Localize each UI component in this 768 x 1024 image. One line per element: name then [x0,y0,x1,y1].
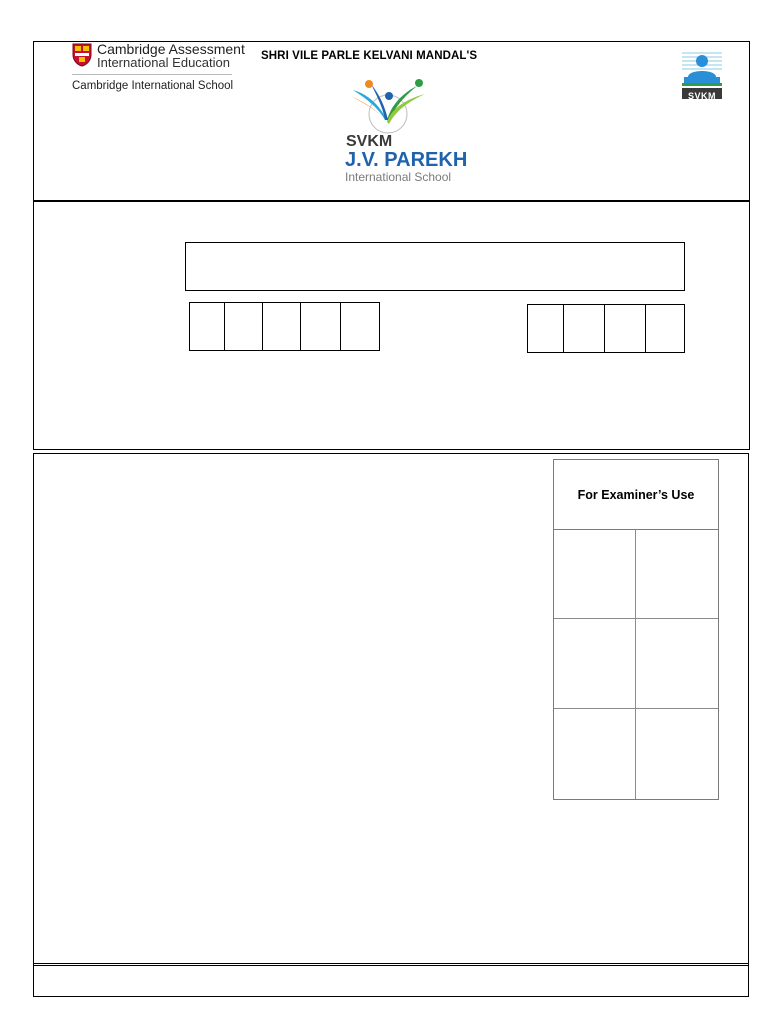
svkm-emblem [678,47,726,101]
centre-number-digit-box[interactable] [224,302,263,351]
centre-number-field [189,302,380,351]
cambridge-school-name: Cambridge International School [72,80,234,92]
cambridge-logo [72,41,245,96]
emblem-label: SVKM [687,91,716,101]
candidate-number-digit-box[interactable] [604,304,646,353]
footer-strip [33,963,749,997]
centre-number-digit-box[interactable] [189,302,225,351]
candidate-number-digit-box[interactable] [527,304,564,353]
centre-number-digit-box[interactable] [262,302,301,351]
svkm-school-logo [343,70,468,188]
examiner-mark-cell[interactable] [636,529,718,619]
candidate-number-digit-box[interactable] [645,304,685,353]
svkm-figures-icon [347,76,429,136]
candidate-name-field[interactable] [185,242,685,291]
cambridge-subtitle: International Education [97,55,230,70]
mandal-title: SHRI VILE PARLE KELVANI MANDAL'S [261,50,478,62]
cambridge-divider [72,74,232,75]
centre-number-digit-box[interactable] [300,302,341,351]
examiner-mark-cell[interactable] [636,619,718,709]
cambridge-shield-icon [72,43,92,67]
examiner-table-heading: For Examiner’s Use [554,460,718,530]
examiner-mark-cell[interactable] [554,529,636,619]
examiner-mark-cell[interactable] [554,709,636,799]
examiner-mark-cell[interactable] [636,709,718,799]
centre-number-digit-box[interactable] [340,302,380,351]
examiner-mark-cell[interactable] [554,619,636,709]
examiner-use-table [553,459,719,800]
school-name: J.V. PAREKH [345,149,468,171]
candidate-number-field [527,304,685,353]
cambridge-title: Cambridge Assessment [97,41,245,57]
candidate-number-digit-box[interactable] [563,304,605,353]
svkm-label: SVKM [346,133,393,150]
school-type: International School [345,170,452,184]
